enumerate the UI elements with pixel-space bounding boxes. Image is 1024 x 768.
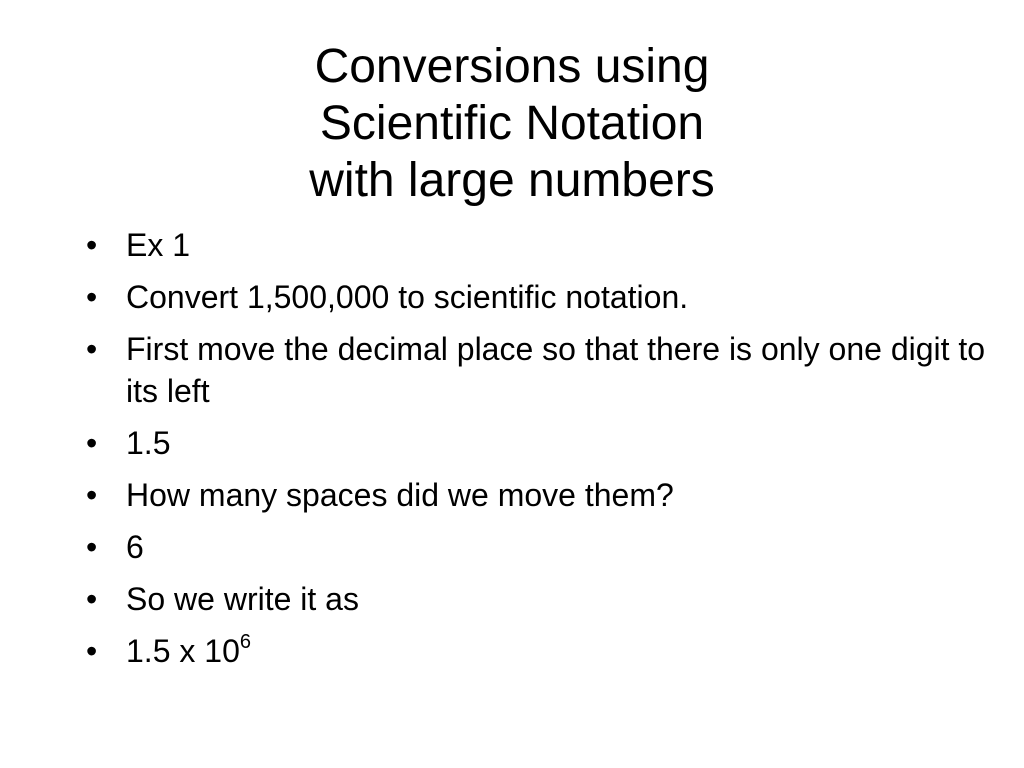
title-line-3: with large numbers xyxy=(309,154,715,207)
bullet-icon: • xyxy=(86,227,98,263)
bullet-item xyxy=(86,578,986,620)
bullet-item xyxy=(86,276,986,318)
bullet-text: 1.5 xyxy=(126,425,171,461)
bullet-list xyxy=(86,224,986,682)
bullet-icon: • xyxy=(86,581,98,617)
bullet-text: First move the decimal place so that there is only one digit to its left xyxy=(126,331,986,409)
bullet-item xyxy=(86,474,986,516)
bullet-item xyxy=(86,328,986,412)
bullet-text: How many spaces did we move them? xyxy=(126,477,674,513)
bullet-text: Ex 1 xyxy=(126,227,191,263)
title-line-2: Scientific Notation xyxy=(319,97,705,150)
bullet-icon: • xyxy=(86,477,98,513)
slide-title xyxy=(0,38,1024,209)
bullet-icon: • xyxy=(86,425,98,461)
bullet-text-base: 1.5 x 10 xyxy=(126,633,240,669)
bullet-icon: • xyxy=(86,633,98,669)
bullet-icon: • xyxy=(86,331,98,367)
bullet-item xyxy=(86,224,986,266)
bullet-item-scientific-notation xyxy=(86,630,986,672)
bullet-item xyxy=(86,422,986,464)
bullet-text: 6 xyxy=(126,529,144,565)
bullet-text: So we write it as xyxy=(126,581,359,617)
title-line-1: Conversions using xyxy=(314,40,710,93)
bullet-icon: • xyxy=(86,279,98,315)
exponent: 6 xyxy=(239,631,251,653)
bullet-item xyxy=(86,526,986,568)
bullet-icon: • xyxy=(86,529,98,565)
bullet-text: Convert 1,500,000 to scientific notation. xyxy=(126,279,689,315)
